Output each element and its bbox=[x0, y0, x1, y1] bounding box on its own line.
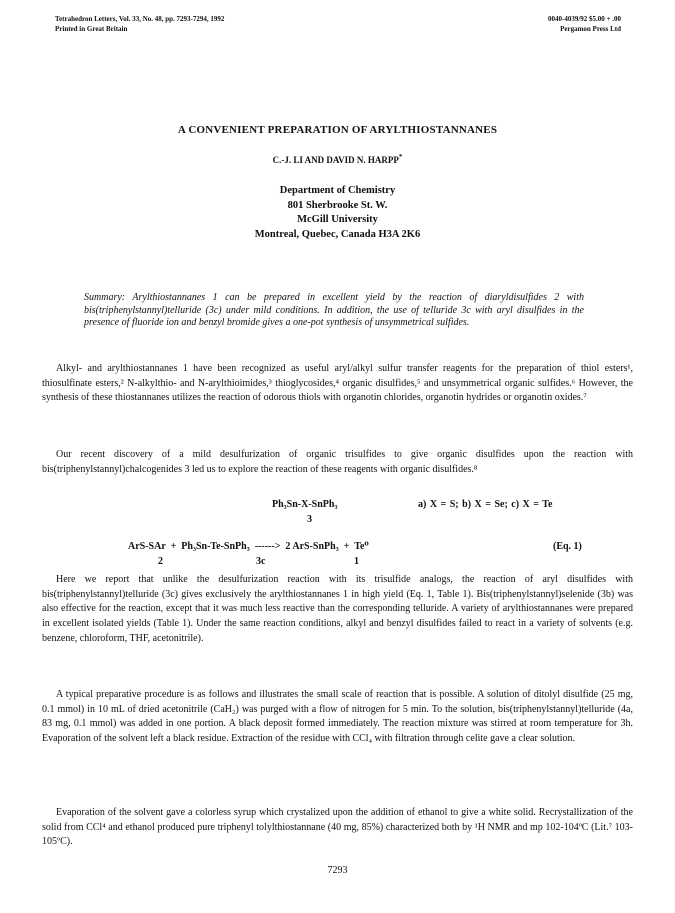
affiliation-city: Montreal, Quebec, Canada H3A 2K6 bbox=[254, 228, 421, 240]
journal-citation-line: Tetrahedron Letters, Vol. 33, No. 48, pp. 7293-7294, 1992 bbox=[55, 15, 225, 23]
affiliation-department: Department of Chemistry bbox=[279, 185, 396, 196]
article-title: A CONVENIENT PREPARATION OF ARYLTHIOSTANNANES bbox=[177, 124, 498, 136]
author-line bbox=[0, 155, 675, 165]
compound-number-3c: 3c bbox=[256, 556, 266, 567]
affiliation-street: 801 Sherbrooke St. W. bbox=[287, 199, 388, 211]
reagent-variants: a) X = S; b) X = Se; c) X = Te bbox=[418, 499, 553, 510]
printed-in-line: Printed in Great Britain bbox=[55, 25, 128, 33]
publisher-line: Pergamon Press Ltd bbox=[560, 25, 621, 33]
compound-number-1: 1 bbox=[354, 556, 359, 567]
paragraph-workup: Evaporation of the solvent gave a colorless syrup which crystalized upon the addition of ethanol to give a white solid. Recrystallization of the solid from CCl⁴ and ethanol produced pure triphenyl tolylthiostannane (40 mg, 85%) characterized both by ¹H NMR and mp 102-104ºC (Lit.⁷ 103-105ºC). bbox=[42, 807, 633, 848]
publisher-info bbox=[548, 14, 621, 34]
paragraph-intro: Alkyl- and arylthiostannanes 1 have been recognized as useful aryl/alkyl sulfur transfer reagents for the preparation of thiol esters¹, thiosulfinate esters,² N-alkylthio- and N-arylthioimides,³ thioglycosides,⁴ organic disulfides,⁵ and unsymmetrical organic sulfides.⁶ However, the synthesis of these thiostannanes utilizes the reaction of odorous thiols with organotin chlorides, organotin hydrides or organotin oxides.⁷ bbox=[42, 363, 633, 404]
compound-number-2: 2 bbox=[158, 556, 163, 567]
authors: C.-J. LI AND DAVID N. HARPP bbox=[272, 155, 399, 165]
summary: Summary: Arylthiostannanes 1 can be prepared in excellent yield by the reaction of diaryldisulfides 2 with bis(triphenylstannyl)telluride (3c) under mild conditions. In addition, the use of telluride 3c with aryl disulfides in the presence of fluoride ion and benzyl bromide gives a one-pot synthesis of unsymmetrical sulfides. bbox=[84, 292, 584, 328]
reagent-number: 3 bbox=[307, 514, 312, 525]
journal-citation bbox=[55, 14, 224, 34]
reagent-formula: Ph₃Sn-X-SnPh₃ bbox=[272, 499, 338, 510]
equation-1: ArS-SAr + Ph₃Sn-Te-SnPh₃ ------> 2 ArS-SnPh₃ + Te⁰ bbox=[128, 541, 369, 552]
issn-price-line: 0040-4039/92 $5.00 + .00 bbox=[547, 15, 621, 23]
affiliation-university: McGill University bbox=[297, 214, 378, 225]
paragraph-discovery: Our recent discovery of a mild desulfurization of organic trisulfides to give organic disulfides upon the reaction with bis(triphenylstannyl)chalcogenides 3 led us to explore the reaction of these reagents with organic disulfides.⁸ bbox=[42, 449, 633, 475]
page-number: 7293 bbox=[327, 865, 348, 876]
paragraph-procedure: A typical preparative procedure is as follows and illustrates the small scale of reaction that is possible. A solution of ditolyl disulfide (25 mg, 0.1 mmol) in 10 mL of dried acetonitrile (CaH₂) was purged with a flow of nitrogen for 5 min. To the solution, bis(triphenylstannyl)telluride (4a, 83 mg, 0.1 mmol) was added in one portion. A black deposit formed immediately. The reaction mixture was stirred at room temperature for 3h. Evaporation of the solvent left a black residue. Extraction of the residue with CCl₄ with filtration through celite gave a clear solution. bbox=[42, 689, 633, 745]
equation-label: (Eq. 1) bbox=[553, 541, 582, 552]
corresponding-author-mark: * bbox=[398, 153, 403, 161]
affiliation bbox=[0, 184, 675, 242]
paragraph-results: Here we report that unlike the desulfurization reaction with its trisulfide analogs, the reaction of aryl disulfides with bis(triphenylstannyl)telluride (3c) gives exclusively the arylthiostannanes 1 in high yield (Eq. 1, Table 1). Bis(triphenylstannyl)selenide (3b) was also effective for the reaction, except that it was much less reactive than the corresponding telluride. A variety of arylthiostannanes were prepared in excellent isolated yields (Table 1). Under the same reaction conditions, alkyl and benzyl disulfides failed to react in a variety of solvents (e.g. benzene, chloroform, THF, acetonitrile). bbox=[42, 574, 633, 644]
